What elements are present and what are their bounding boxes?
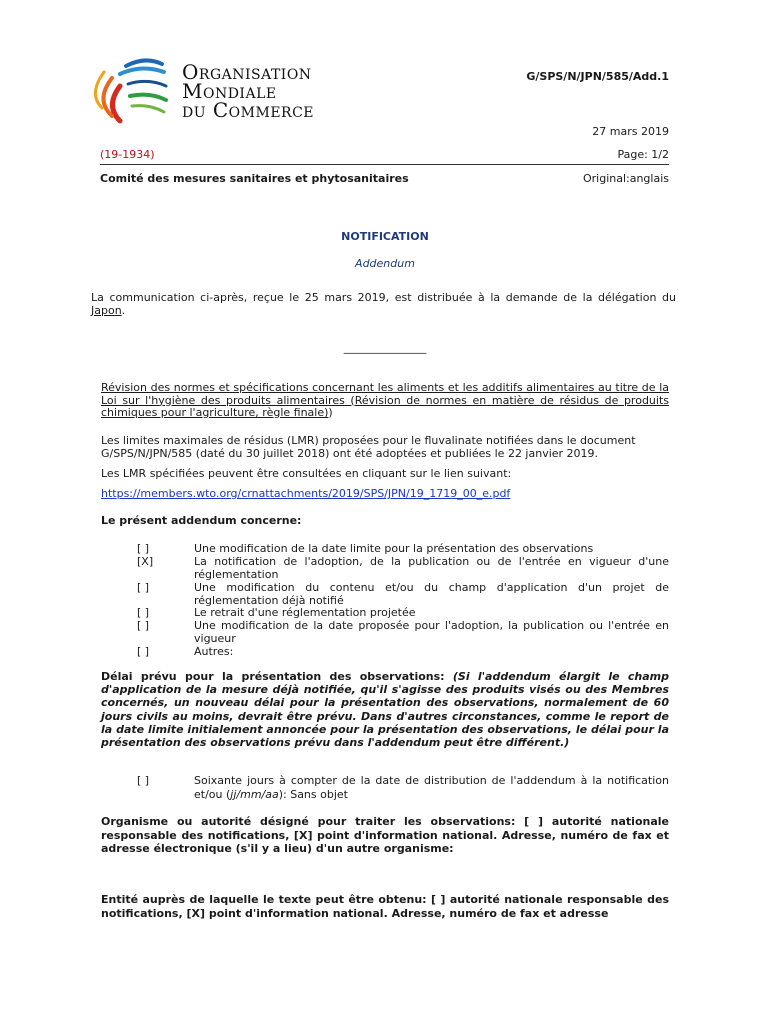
- option-checkbox: [X]: [137, 555, 154, 568]
- document-number: (19-1934): [100, 148, 155, 161]
- measure-title-text: Révision des normes et spécifications concernant les aliments et les additifs alimentaires au titre de la Loi sur l'hygiène des produits alimentaires (Révision de normes en matière de résidus de produits chimiques pour l'agriculture, règle finale): [101, 381, 669, 419]
- intro-paragraph: [91, 291, 676, 317]
- document-reference: G/SPS/N/JPN/585/Add.1: [526, 70, 669, 83]
- document-link[interactable]: https://members.wto.org/crnattachments/2019/SPS/JPN/19_1719_00_e.pdf: [101, 487, 511, 500]
- text-availability-paragraph: Entité auprès de laquelle le texte peut être obtenu: [ ] autorité nationale responsable des notifications, [X] point d'information national. Adresse, numéro de fax et adresse: [101, 893, 669, 920]
- original-language: Original:anglais: [582, 172, 669, 185]
- deadline-note: (Si l'addendum élargit le champ d'application de la mesure déjà notifiée, qu'il s'agisse des produits visés ou des Membres concernés, un nouveau délai pour la présentation des observations, normalement de 60 jours civils au moins, devrait être prévu. Dans d'autres circonstances, comme le report de la date limite initialement annoncée pour la présentation des observations, le délai pour la présentation des observations prévu dans l'addendum peut être différent.): [101, 670, 669, 750]
- intro-end: .: [121, 304, 126, 317]
- header-divider: [100, 164, 669, 165]
- committee-name: Comité des mesures sanitaires et phytosanitaires: [100, 172, 409, 185]
- sixty-days-text-start: Soixante jours à compter de la date de distribution de l'addendum à la notification et/ou (: [194, 774, 669, 801]
- measure-title: [101, 382, 669, 420]
- wto-logo-icon: [90, 56, 170, 126]
- option-text: Une modification de la date limite pour la présentation des observations: [194, 542, 594, 555]
- document-date: 27 mars 2019: [592, 125, 669, 138]
- org-line-2: Mondiale: [182, 79, 277, 103]
- notification-heading: NOTIFICATION: [341, 230, 429, 243]
- option-text: La notification de l'adoption, de la publication ou de l'entrée en vigueur d'une réglementation: [194, 555, 669, 581]
- option-checkbox: [ ]: [137, 645, 150, 658]
- option-checkbox: [ ]: [137, 606, 150, 619]
- sixty-days-checkbox: [ ]: [137, 774, 150, 787]
- comment-deadline-section: [101, 670, 669, 749]
- concerns-heading: Le présent addendum concerne:: [101, 514, 302, 527]
- intro-text: La communication ci-après, reçue le 25 mars 2019, est distribuée à la demande de la délégation du: [91, 291, 676, 304]
- org-line-1: Organisation: [182, 60, 312, 84]
- link-intro-paragraph: Les LMR spécifiées peuvent être consultées en cliquant sur le lien suivant:: [101, 467, 512, 480]
- sixty-days-text-end: ): Sans objet: [278, 787, 348, 801]
- option-text: Le retrait d'une réglementation projetée: [194, 606, 416, 619]
- comments-agency-paragraph: Organisme ou autorité désigné pour traiter les observations: [ ] autorité nationale responsable des notifications, [X] point d'information national. Adresse, numéro de fax et adresse électronique (s'il y a lieu) d'un autre organisme:: [101, 815, 669, 855]
- option-checkbox: [ ]: [137, 542, 150, 555]
- date-format: jj/mm/aa: [230, 787, 279, 801]
- option-checkbox: [ ]: [137, 581, 150, 594]
- option-text: Une modification du contenu et/ou du champ d'application d'un projet de réglementation déjà notifié: [194, 581, 669, 607]
- option-checkbox: [ ]: [137, 619, 150, 632]
- page-indicator: Page: 1/2: [617, 148, 669, 161]
- option-text: Autres:: [194, 645, 234, 658]
- addendum-subheading: Addendum: [355, 257, 415, 270]
- sixty-days-text: [194, 774, 669, 801]
- measure-title-end: ): [328, 406, 333, 419]
- adoption-paragraph: Les limites maximales de résidus (LMR) proposées pour le fluvalinate notifiées dans le document G/SPS/N/JPN/585 (daté du 30 juillet 2018) ont été adoptées et publiées le 22 janvier 2019.: [101, 434, 636, 460]
- option-text: Une modification de la date proposée pour l'adoption, la publication ou l'entrée en vigueur: [194, 619, 669, 645]
- deadline-label: Délai prévu pour la présentation des observations:: [101, 670, 453, 683]
- member-link[interactable]: Japon: [91, 304, 122, 317]
- organization-name: [182, 60, 315, 122]
- org-line-3: du Commerce: [182, 98, 315, 122]
- separator: _______________: [343, 341, 427, 354]
